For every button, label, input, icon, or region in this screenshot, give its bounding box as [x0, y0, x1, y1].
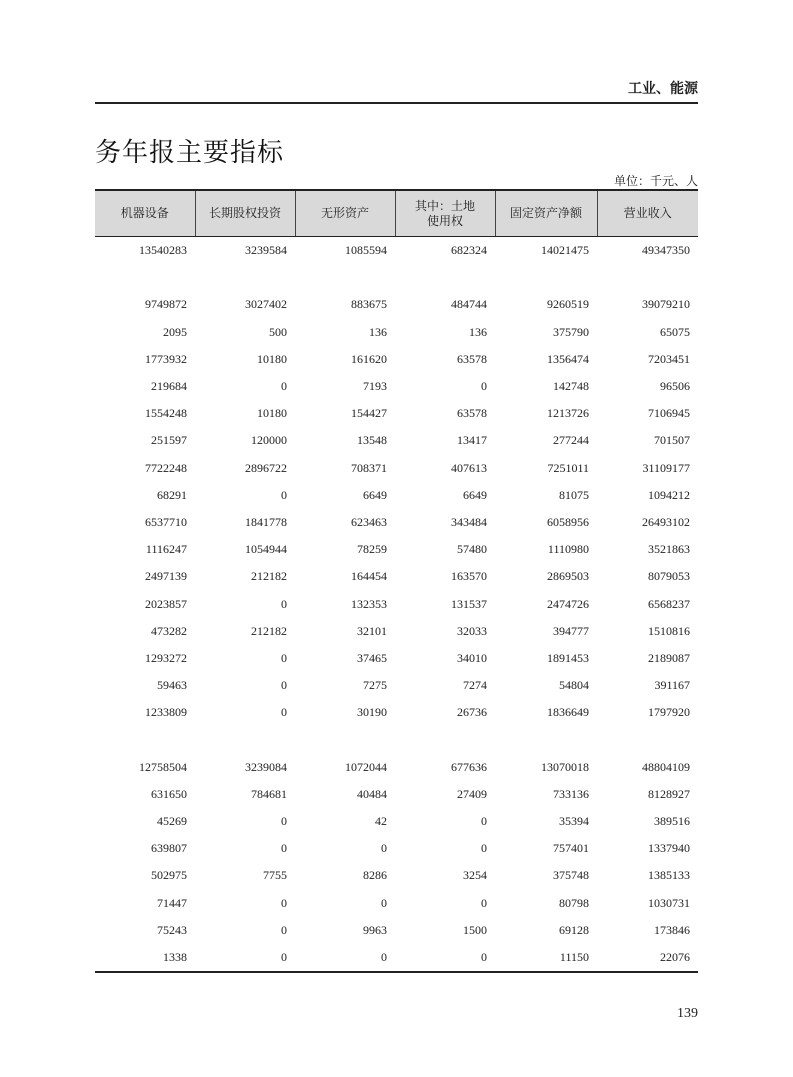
table-cell: 32033: [457, 623, 487, 638]
table-cell: 78259: [357, 542, 387, 557]
table-cell: 0: [281, 814, 287, 829]
table-cell: 0: [481, 814, 487, 829]
table-cell: 1841778: [245, 514, 287, 529]
table-cell: 784681: [251, 786, 287, 801]
table-cell: 1233809: [145, 705, 187, 720]
table-cell: [295, 726, 395, 753]
table-cell: 219684: [151, 379, 187, 394]
table-row: [95, 373, 698, 400]
table-cell: 0: [281, 379, 287, 394]
table-cell: 8079053: [648, 569, 690, 584]
table-row: [95, 726, 698, 753]
table-cell: 0: [481, 841, 487, 856]
table-cell: 0: [281, 895, 287, 910]
table-cell: 277244: [553, 433, 589, 448]
table-cell: 1337940: [648, 841, 690, 856]
table-cell: 2023857: [145, 596, 187, 611]
table-cell: 500: [269, 324, 287, 339]
table-cell: 0: [295, 944, 395, 972]
table-cell: 212182: [251, 623, 287, 638]
table-cell: 13070018: [541, 759, 589, 774]
table-cell: [295, 264, 395, 291]
table-cell: 0: [195, 944, 295, 972]
table-cell: 1554248: [145, 406, 187, 421]
column-header: 机器设备: [95, 190, 195, 237]
table-cell: 0: [481, 379, 487, 394]
table-cell: [395, 726, 495, 753]
table-row: [95, 618, 698, 645]
column-header: 无形资产: [295, 190, 395, 237]
table-cell: 7275: [363, 678, 387, 693]
table-cell: 75243: [157, 922, 187, 937]
table-cell: 39079210: [642, 297, 690, 312]
table-cell: 8128927: [648, 786, 690, 801]
table-cell: 6537710: [145, 514, 187, 529]
table-header-row: [95, 190, 698, 237]
table-cell: 682324: [451, 243, 487, 258]
table-cell: 63578: [457, 351, 487, 366]
table-cell: 27409: [457, 786, 487, 801]
table-cell: 96506: [660, 379, 690, 394]
table-row: [95, 590, 698, 617]
table-cell: 35394: [559, 814, 589, 829]
table-row: [95, 835, 698, 862]
table-cell: 34010: [457, 650, 487, 665]
table-cell: 1385133: [648, 868, 690, 883]
table-cell: 154427: [351, 406, 387, 421]
table-cell: 7193: [363, 379, 387, 394]
table-cell: [195, 726, 295, 753]
table-cell: 2474726: [547, 596, 589, 611]
table-cell: 65075: [660, 324, 690, 339]
table-cell: 0: [381, 895, 387, 910]
table-cell: 484744: [451, 297, 487, 312]
table-cell: [597, 264, 698, 291]
table-cell: 164454: [351, 569, 387, 584]
page-number: 139: [677, 1006, 698, 1021]
column-header: 固定资产净额: [495, 190, 597, 237]
table-cell: [495, 726, 597, 753]
table-cell: 2869503: [547, 569, 589, 584]
table-cell: 136: [369, 324, 387, 339]
table-cell: 80798: [559, 895, 589, 910]
table-cell: 9260519: [547, 297, 589, 312]
table-cell: 1072044: [345, 759, 387, 774]
table-cell: 1293272: [145, 650, 187, 665]
table-cell: 1213726: [547, 406, 589, 421]
table-cell: 49347350: [642, 243, 690, 258]
table-cell: 7755: [263, 868, 287, 883]
column-header: 营业收入: [597, 190, 698, 237]
table-cell: [495, 264, 597, 291]
section-header: [95, 78, 698, 104]
table-cell: 136: [469, 324, 487, 339]
table-row: [95, 808, 698, 835]
table-cell: 1356474: [547, 351, 589, 366]
table-cell: 1338: [95, 944, 195, 972]
table-cell: 69128: [559, 922, 589, 937]
table-cell: 30190: [357, 705, 387, 720]
table-cell: 1510816: [648, 623, 690, 638]
table-cell: 0: [481, 895, 487, 910]
table-cell: 0: [281, 705, 287, 720]
table-cell: 639807: [151, 841, 187, 856]
table-row: [95, 754, 698, 781]
table-cell: 9749872: [145, 297, 187, 312]
table-cell: 212182: [251, 569, 287, 584]
table-row: [95, 862, 698, 889]
table-cell: 10180: [257, 406, 287, 421]
table-cell: 883675: [351, 297, 387, 312]
table-cell: 2896722: [245, 460, 287, 475]
table-cell: 37465: [357, 650, 387, 665]
table-cell: [95, 726, 195, 753]
table-row: [95, 699, 698, 726]
table-row: [95, 781, 698, 808]
table-cell: 11150: [495, 944, 597, 972]
table-cell: 163570: [451, 569, 487, 584]
table-cell: 0: [281, 678, 287, 693]
table-row: [95, 645, 698, 672]
table-cell: 57480: [457, 542, 487, 557]
table-cell: 59463: [157, 678, 187, 693]
table-cell: 3027402: [245, 297, 287, 312]
table-row: [95, 563, 698, 590]
data-table-container: [95, 189, 698, 973]
table-cell: 6058956: [547, 514, 589, 529]
table-cell: 1836649: [547, 705, 589, 720]
table-cell: 6568237: [648, 596, 690, 611]
table-cell: 7106945: [648, 406, 690, 421]
table-row: [95, 264, 698, 291]
table-cell: 40484: [357, 786, 387, 801]
table-cell: 251597: [151, 433, 187, 448]
table-cell: 1054944: [245, 542, 287, 557]
table-cell: 1773932: [145, 351, 187, 366]
table-cell: 0: [281, 841, 287, 856]
column-header: 长期股权投资: [195, 190, 295, 237]
table-cell: 733136: [553, 786, 589, 801]
column-header: 其中：土地 使用权: [395, 190, 495, 237]
table-cell: [195, 264, 295, 291]
table-cell: 2095: [163, 324, 187, 339]
table-cell: 0: [395, 944, 495, 972]
table-row: [95, 427, 698, 454]
table-cell: 7274: [463, 678, 487, 693]
table-cell: 48804109: [642, 759, 690, 774]
table-cell: 3254: [463, 868, 487, 883]
table-cell: [95, 264, 195, 291]
table-cell: 31109177: [642, 460, 690, 475]
table-row: [95, 890, 698, 917]
table-cell: 2497139: [145, 569, 187, 584]
table-cell: 81075: [559, 487, 589, 502]
table-cell: 10180: [257, 351, 287, 366]
table-cell: 375748: [553, 868, 589, 883]
table-cell: 0: [281, 650, 287, 665]
table-cell: 623463: [351, 514, 387, 529]
table-row: [95, 672, 698, 699]
table-cell: 1085594: [345, 243, 387, 258]
table-cell: 407613: [451, 460, 487, 475]
table-row: [95, 346, 698, 373]
table-cell: 394777: [553, 623, 589, 638]
table-cell: 3521863: [648, 542, 690, 557]
unit-note: 单位：千元、人: [613, 174, 698, 188]
table-cell: 1116247: [145, 542, 187, 557]
table-cell: 375790: [553, 324, 589, 339]
table-row: [95, 291, 698, 318]
table-body: [95, 237, 698, 973]
table-cell: 2189087: [648, 650, 690, 665]
table-cell: [395, 264, 495, 291]
table-cell: 1500: [463, 922, 487, 937]
table-cell: 0: [281, 922, 287, 937]
table-cell: 1797920: [648, 705, 690, 720]
table-cell: [597, 726, 698, 753]
table-cell: 13417: [457, 433, 487, 448]
table-cell: 8286: [363, 868, 387, 883]
table-cell: 9963: [363, 922, 387, 937]
table-cell: 13540283: [139, 243, 187, 258]
table-cell: 1094212: [648, 487, 690, 502]
table-cell: 173846: [654, 922, 690, 937]
table-cell: 132353: [351, 596, 387, 611]
table-row: [95, 944, 698, 972]
table-cell: 131537: [451, 596, 487, 611]
table-cell: 6649: [463, 487, 487, 502]
table-cell: 0: [281, 596, 287, 611]
table-row: [95, 455, 698, 482]
table-cell: 0: [281, 487, 287, 502]
table-cell: 161620: [351, 351, 387, 366]
table-cell: 7722248: [145, 460, 187, 475]
table-cell: 631650: [151, 786, 187, 801]
table-cell: 54804: [559, 678, 589, 693]
table-cell: 677636: [451, 759, 487, 774]
table-cell: 142748: [553, 379, 589, 394]
table-cell: 12758504: [139, 759, 187, 774]
table-cell: 14021475: [541, 243, 589, 258]
table-cell: 391167: [654, 678, 690, 693]
table-cell: 45269: [157, 814, 187, 829]
table-cell: 1891453: [547, 650, 589, 665]
table-cell: 708371: [351, 460, 387, 475]
table-cell: 3239584: [245, 243, 287, 258]
table-cell: 71447: [157, 895, 187, 910]
table-cell: 473282: [151, 623, 187, 638]
table-cell: 502975: [151, 868, 187, 883]
table-cell: 68291: [157, 487, 187, 502]
table-row: [95, 917, 698, 944]
table-row: [95, 482, 698, 509]
page-title: 务年报主要指标: [95, 138, 285, 168]
table-cell: 120000: [251, 433, 287, 448]
table-row: [95, 509, 698, 536]
table-cell: 26736: [457, 705, 487, 720]
table-row: [95, 400, 698, 427]
table-cell: 1030731: [648, 895, 690, 910]
table-cell: 22076: [597, 944, 698, 972]
table-cell: 42: [375, 814, 387, 829]
table-cell: 701507: [654, 433, 690, 448]
table-cell: 26493102: [642, 514, 690, 529]
table-cell: 6649: [363, 487, 387, 502]
table-cell: 343484: [451, 514, 487, 529]
table-cell: 1110980: [547, 542, 589, 557]
table-cell: 32101: [357, 623, 387, 638]
table-row: [95, 536, 698, 563]
table-cell: 7251011: [547, 460, 589, 475]
table-cell: 389516: [654, 814, 690, 829]
table-cell: 3239084: [245, 759, 287, 774]
table-row: [95, 237, 698, 265]
table-cell: 63578: [457, 406, 487, 421]
data-table: [95, 189, 698, 973]
table-cell: 757401: [553, 841, 589, 856]
table-cell: 13548: [357, 433, 387, 448]
table-cell: 7203451: [648, 351, 690, 366]
table-row: [95, 319, 698, 346]
table-cell: 0: [381, 841, 387, 856]
section-title: 工业、能源: [628, 81, 698, 97]
